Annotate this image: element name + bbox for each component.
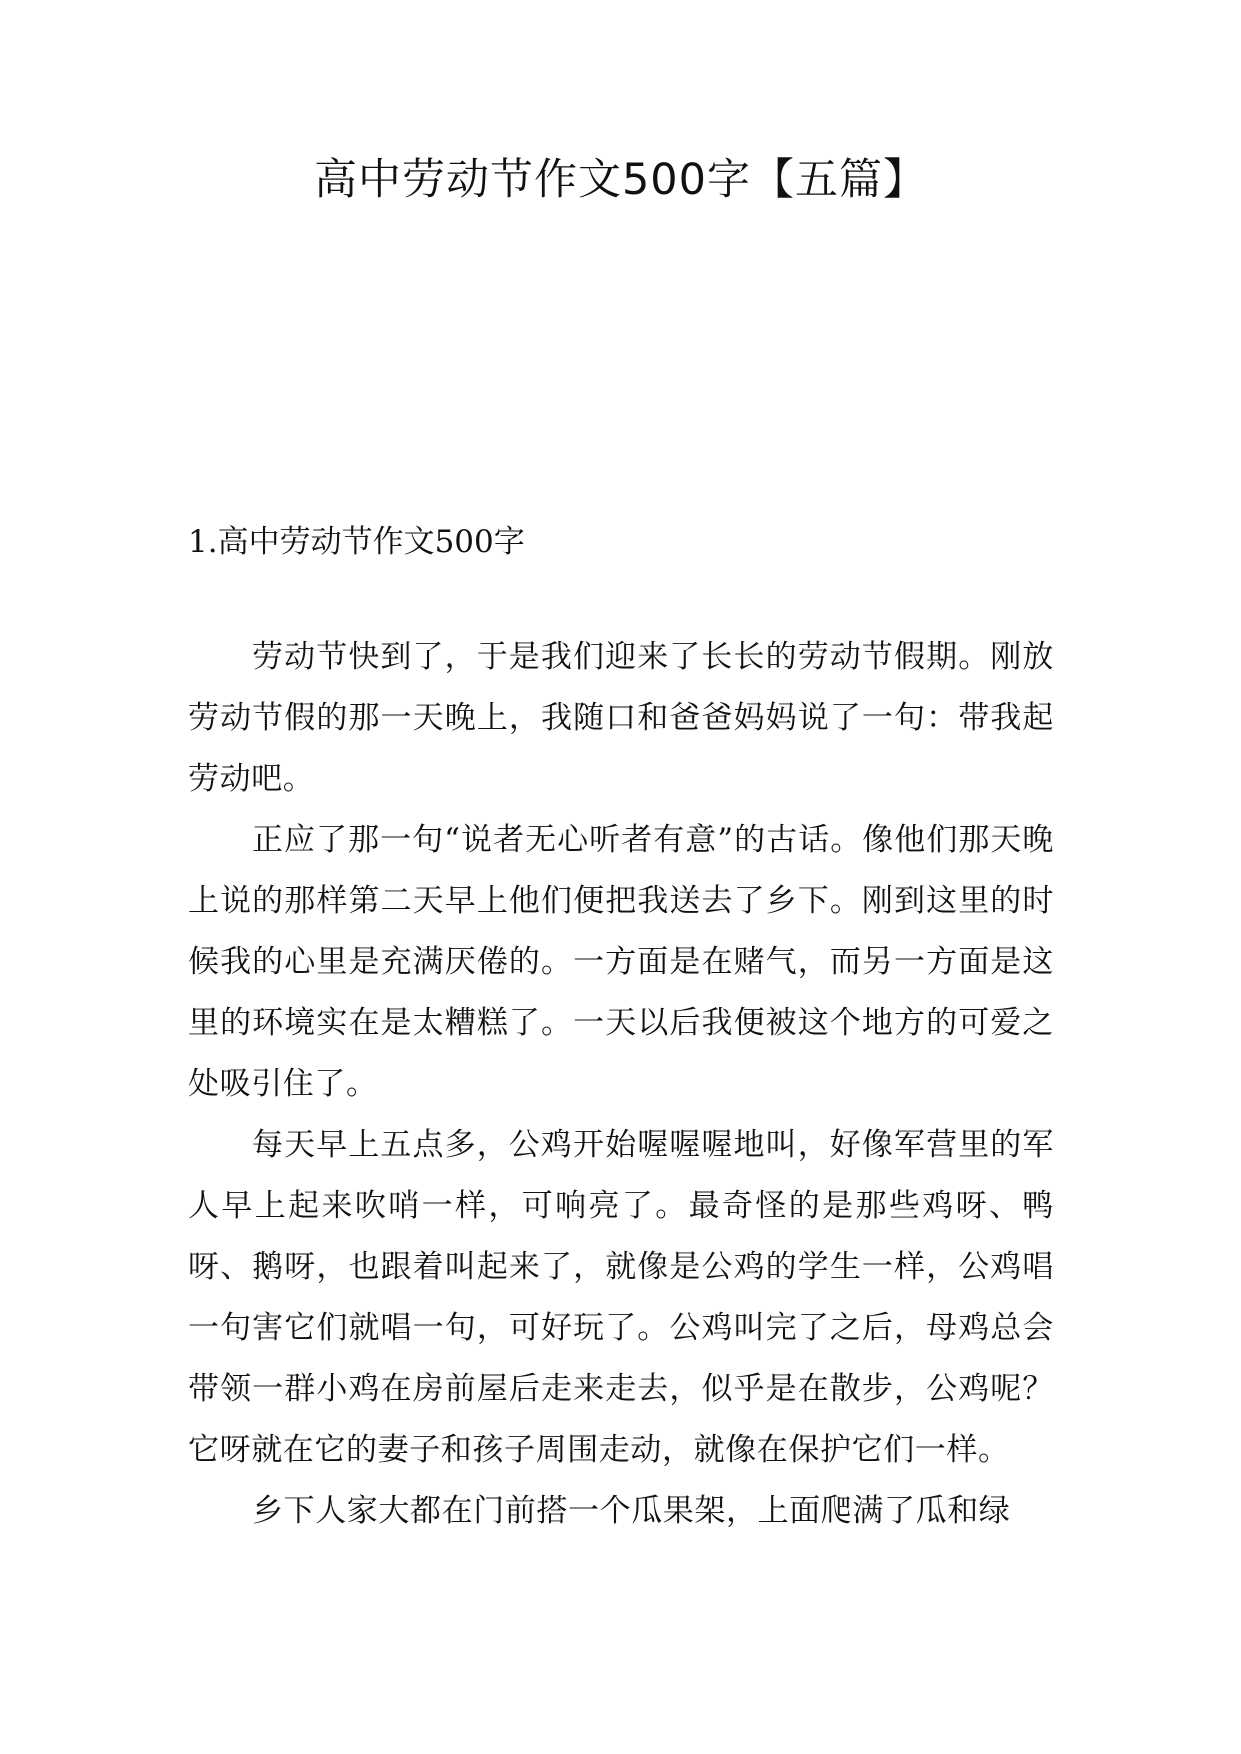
- section-heading: 1.高中劳动节作文500字: [188, 524, 525, 560]
- paragraph-3: 每天早上五点多，公鸡开始喔喔喔地叫，好像军营里的军人早上起来吹哨一样，可响亮了。最奇怪的是那些鸡呀、鸭呀、鹅呀，也跟着叫起来了，就像是公鸡的学生一样，公鸡唱一句害它们就唱一句，可好玩了。公鸡叫完了之后，母鸡总会带领一群小鸡在房前屋后走来走去，似乎是在散步，公鸡呢？它呀就在它的妻子和孩子周围走动，就像在保护它们一样。: [188, 1127, 1054, 1468]
- paragraph-4: 乡下人家大都在门前搭一个瓜果架，上面爬满了瓜和绿: [252, 1493, 1011, 1529]
- essay-body: [188, 627, 1054, 1542]
- paragraph-1: 劳动节快到了，于是我们迎来了长长的劳动节假期。刚放劳动节假的那一天晚上，我随口和爸爸妈妈说了一句：带我起劳动吧。: [188, 639, 1054, 797]
- paragraph-2: 正应了那一句“说者无心听者有意”的古话。像他们那天晚上说的那样第二天早上他们便把我送去了乡下。刚到这里的时候我的心里是充满厌倦的。一方面是在赌气，而另一方面是这里的环境实在是太糟糕了。一天以后我便被这个地方的可爱之处吸引住了。: [188, 822, 1054, 1102]
- document-title: 高中劳动节作文500字【五篇】: [313, 155, 928, 205]
